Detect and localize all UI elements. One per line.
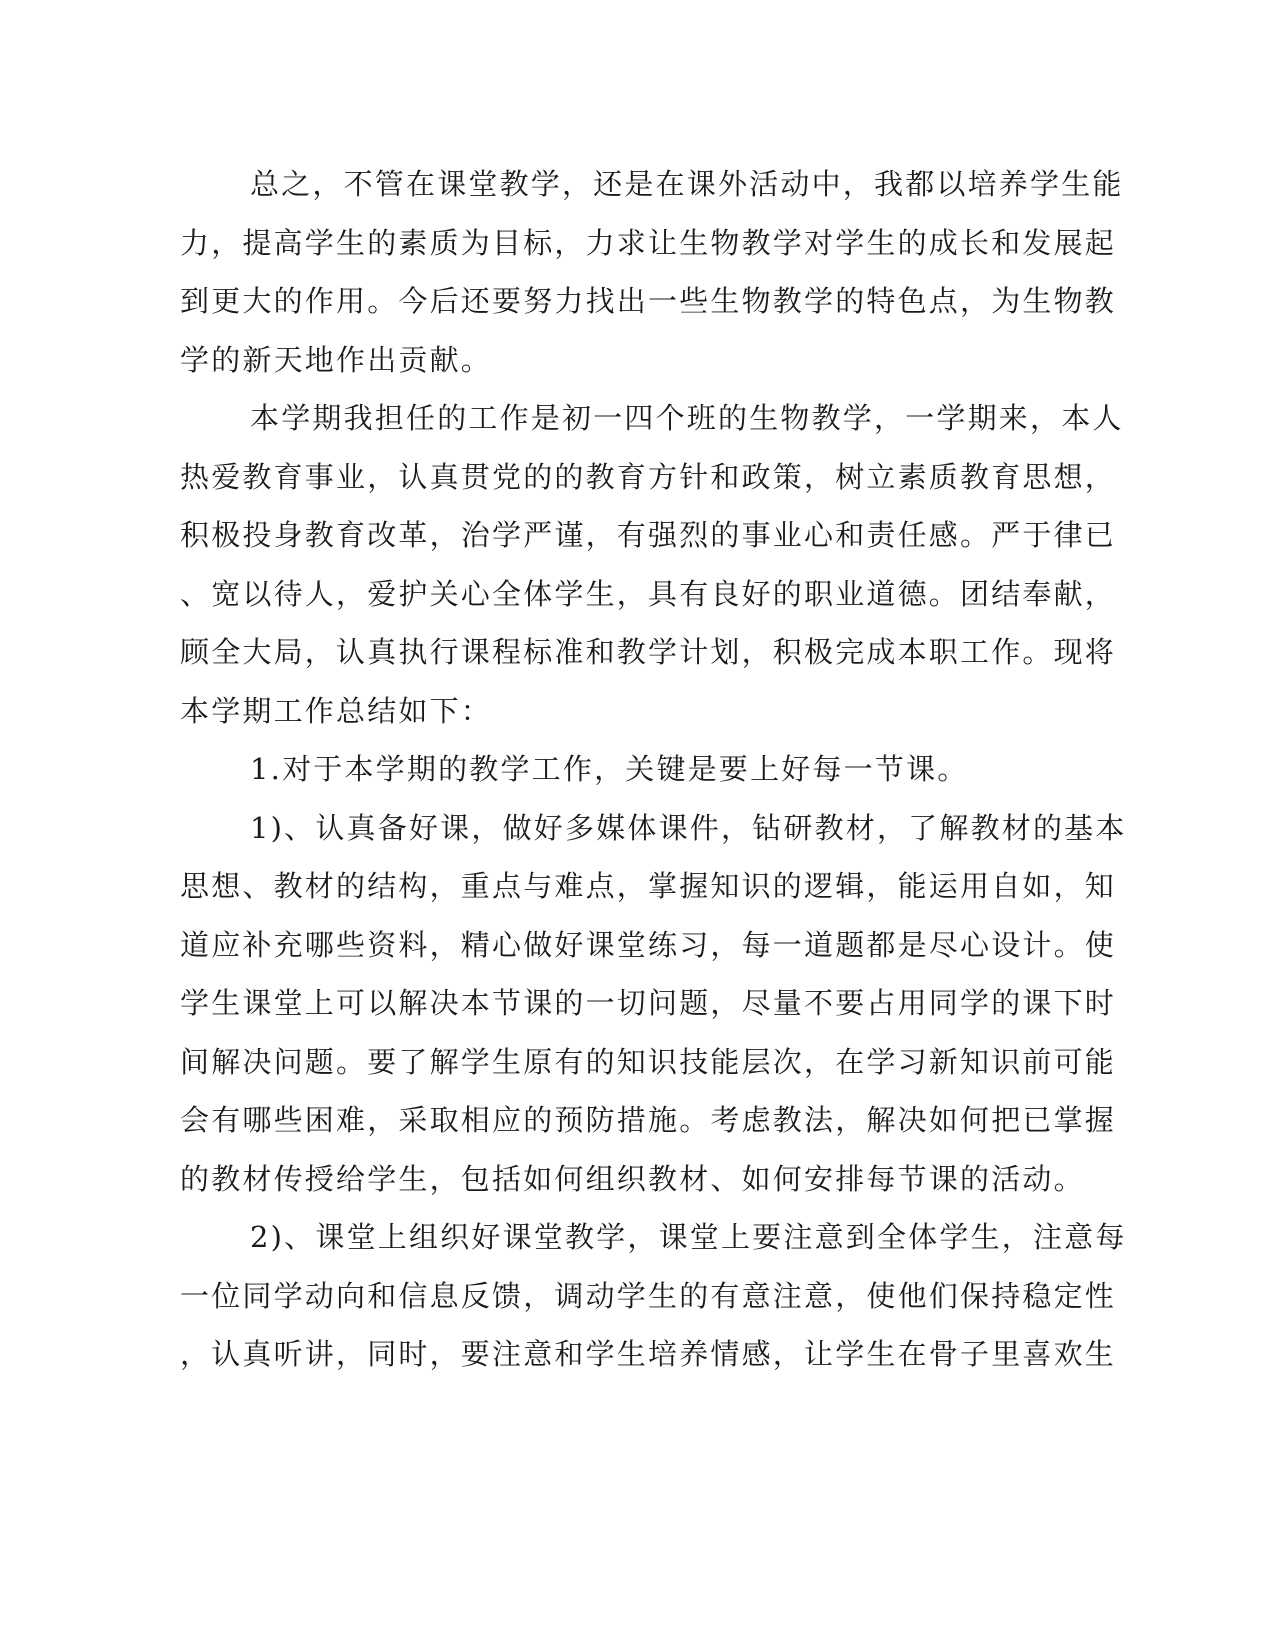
text-line: 总之，不管在课堂教学，还是在课外活动中，我都以培养学生能 bbox=[250, 167, 1124, 201]
text-line: 力，提高学生的素质为目标，力求让生物教学对学生的成长和发展起 bbox=[180, 225, 1117, 260]
text-line: 学生课堂上可以解决本节课的一切问题，尽量不要占用同学的课下时 bbox=[180, 986, 1117, 1020]
text-line: 积极投身教育改革，治学严谨，有强烈的事业心和责任感。严于律已 bbox=[180, 518, 1117, 552]
text-line: 2)、课堂上组织好课堂教学，课堂上要注意到全体学生，注意每 bbox=[250, 1220, 1127, 1254]
text-line: 会有哪些困难，采取相应的预防措施。考虑教法，解决如何把已掌握 bbox=[180, 1103, 1117, 1137]
text-line: 1)、认真备好课，做好多媒体课件，钻研教材，了解教材的基本 bbox=[250, 810, 1127, 845]
paragraph-item-1-2 bbox=[180, 1208, 1127, 1384]
paragraph-intro bbox=[180, 389, 1124, 740]
text-line: 思想、教材的结构，重点与难点，掌握知识的逻辑，能运用自如，知 bbox=[180, 869, 1117, 903]
text-line: 到更大的作用。今后还要努力找出一些生物教学的特色点，为生物教 bbox=[180, 284, 1117, 318]
text-line: 1.对于本学期的教学工作，关键是要上好每一节课。 bbox=[250, 752, 969, 786]
text-line: 、宽以待人，爱护关心全体学生，具有良好的职业道德。团结奉献， bbox=[180, 576, 1117, 611]
text-line: 本学期工作总结如下： bbox=[180, 693, 493, 728]
text-line: 的教材传授给学生，包括如何组织教材、如何安排每节课的活动。 bbox=[180, 1161, 1085, 1196]
paragraph-item-1 bbox=[180, 740, 1040, 799]
text-line: 热爱教育事业，认真贯党的的教育方针和政策，树立素质教育思想， bbox=[180, 459, 1117, 494]
text-line: 道应补充哪些资料，精心做好课堂练习，每一道题都是尽心设计。使 bbox=[180, 927, 1117, 962]
text-line: ，认真听讲，同时，要注意和学生培养情感，让学生在骨子里喜欢生 bbox=[180, 1337, 1117, 1371]
document-body bbox=[180, 155, 1127, 1384]
text-line: 顾全大局，认真执行课程标准和教学计划，积极完成本职工作。现将 bbox=[180, 635, 1117, 669]
text-line: 一位同学动向和信息反馈，调动学生的有意注意，使他们保持稳定性 bbox=[180, 1278, 1117, 1313]
text-line: 间解决问题。要了解学生原有的知识技能层次，在学习新知识前可能 bbox=[180, 1044, 1117, 1079]
paragraph-item-1-1 bbox=[180, 799, 1127, 1209]
paragraph-conclusion bbox=[180, 155, 1124, 389]
text-line: 学的新天地作出贡献。 bbox=[180, 342, 493, 377]
text-line: 本学期我担任的工作是初一四个班的生物教学，一学期来，本人 bbox=[250, 401, 1124, 435]
